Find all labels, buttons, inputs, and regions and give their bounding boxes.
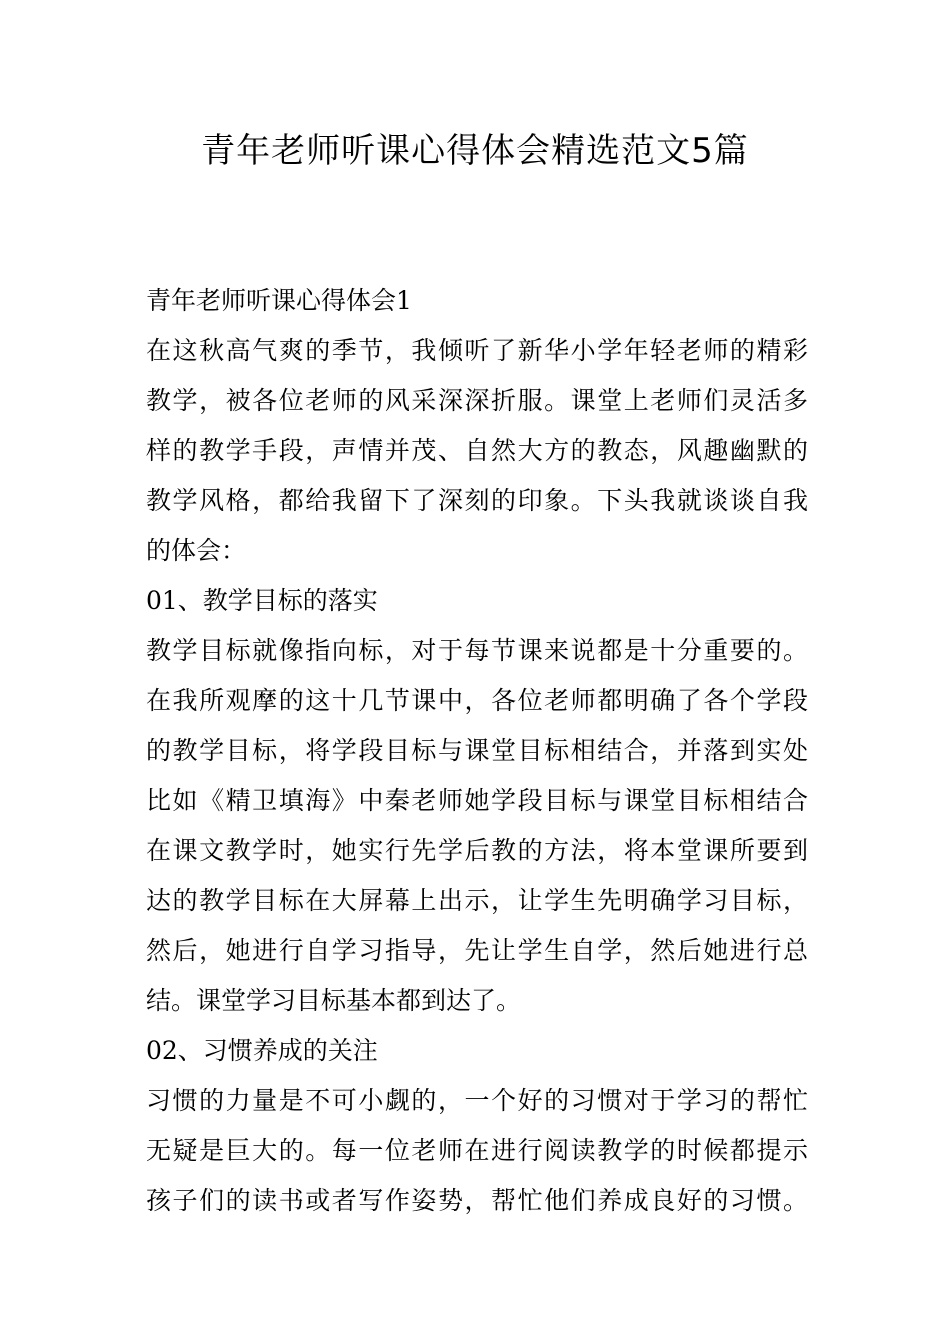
document-title: 青年老师听课心得体会精选范文5篇 xyxy=(201,131,749,171)
text-line: 习惯的力量是不可小觑的，一个好的习惯对于学习的帮忙 xyxy=(146,1086,808,1115)
text-line: 在课文教学时，她实行先学后教的方法，将本堂课所要到 xyxy=(146,836,808,865)
text-line: 达的教学目标在大屏幕上出示，让学生先明确学习目标， xyxy=(146,886,808,915)
text-line: 在我所观摩的这十几节课中，各位老师都明确了各个学段 xyxy=(146,686,808,715)
text-line: 无疑是巨大的。每一位老师在进行阅读教学的时候都提示 xyxy=(146,1136,808,1165)
text-line: 教学风格，都给我留下了深刻的印象。下头我就谈谈自我 xyxy=(146,486,808,515)
text-line: 然后，她进行自学习指导，先让学生自学，然后她进行总 xyxy=(146,936,808,965)
text-line: 比如《精卫填海》中秦老师她学段目标与课堂目标相结合 xyxy=(146,786,808,815)
text-line: 的体会： xyxy=(146,536,247,565)
text-line: 孩子们的读书或者写作姿势，帮忙他们养成良好的习惯。 xyxy=(146,1186,808,1215)
text-line: 样的教学手段，声情并茂、自然大方的教态，风趣幽默的 xyxy=(146,436,808,465)
document-body xyxy=(146,276,808,1226)
text-line: 教学目标就像指向标，对于每节课来说都是十分重要的。 xyxy=(146,636,808,665)
text-line: 在这秋高气爽的季节，我倾听了新华小学年轻老师的精彩 xyxy=(146,336,808,365)
text-line: 结。课堂学习目标基本都到达了。 xyxy=(146,986,522,1015)
text-line: 01、教学目标的落实 xyxy=(146,586,378,615)
text-line: 02、习惯养成的关注 xyxy=(146,1036,378,1065)
text-line: 的教学目标，将学段目标与课堂目标相结合，并落到实处 xyxy=(146,736,808,765)
text-line: 教学，被各位老师的风采深深折服。课堂上老师们灵活多 xyxy=(146,386,808,415)
text-line: 青年老师听课心得体会1 xyxy=(146,286,412,315)
